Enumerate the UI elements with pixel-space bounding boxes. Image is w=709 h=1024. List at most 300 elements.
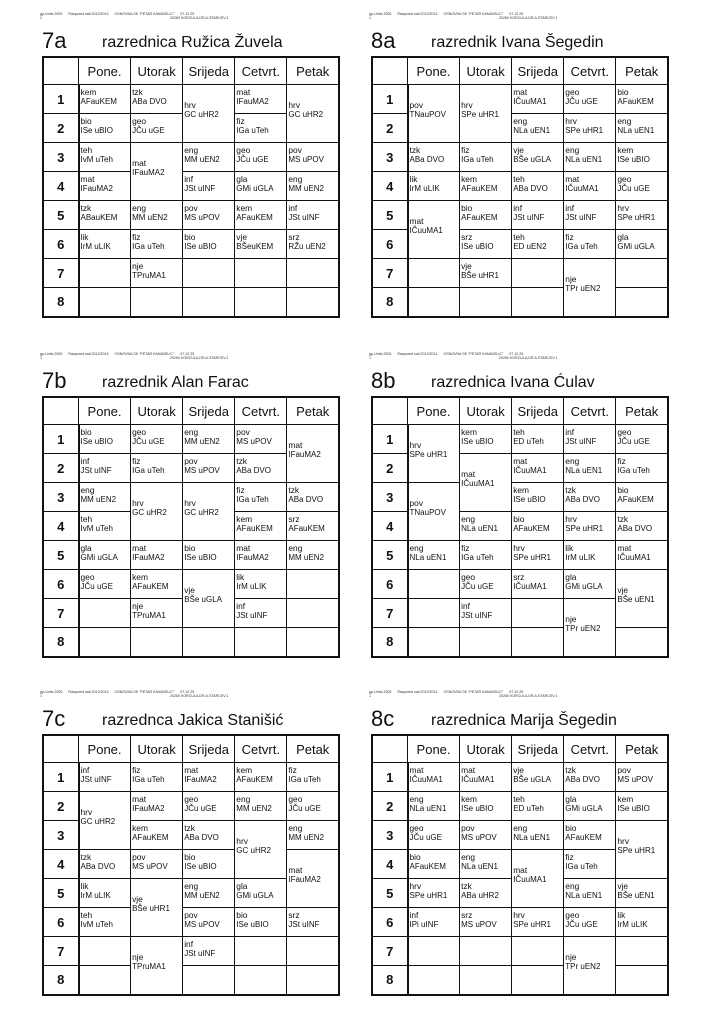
subject-code: pov xyxy=(409,498,424,508)
lesson-cell xyxy=(616,230,668,259)
lesson-entry xyxy=(617,175,649,193)
teacher-room-code: GC uHR2 xyxy=(184,508,219,517)
lesson-entry xyxy=(461,470,494,488)
subject-code: inf xyxy=(565,427,575,437)
lesson-cell xyxy=(131,143,183,201)
subject-code: bio xyxy=(184,232,196,242)
teacher-room-code: JSt uINF xyxy=(513,213,545,222)
lesson-cell xyxy=(616,425,668,454)
subject-code: srz xyxy=(288,232,300,242)
lesson-entry xyxy=(513,911,551,929)
class-code: 8b xyxy=(371,368,396,393)
teacher-room-code: GC uHR2 xyxy=(132,508,167,517)
period-row xyxy=(43,425,339,454)
lesson-entry xyxy=(410,544,447,562)
lesson-cell xyxy=(287,230,339,259)
teacher-room-code: MS uPOV xyxy=(461,833,497,842)
subject-code: teh xyxy=(513,232,525,242)
lesson-cell xyxy=(287,628,339,657)
lesson-cell xyxy=(131,288,183,317)
lesson-entry xyxy=(565,146,602,164)
lesson-entry xyxy=(81,117,113,135)
lesson-entry xyxy=(513,486,545,504)
lesson-cell xyxy=(564,541,616,570)
lesson-cell xyxy=(460,570,512,599)
teacher-room-code: SPe uHR1 xyxy=(461,110,499,119)
subject-code: hrv xyxy=(80,807,93,817)
period-row xyxy=(372,143,668,172)
subject-code: srz xyxy=(461,232,473,242)
day-header-row xyxy=(372,397,668,425)
lesson-entry xyxy=(236,544,268,562)
lesson-cell xyxy=(235,937,287,966)
lesson-entry xyxy=(184,766,216,784)
lesson-entry xyxy=(461,882,499,900)
lesson-cell xyxy=(79,908,131,937)
lesson-cell xyxy=(235,259,287,288)
lesson-cell xyxy=(564,879,616,908)
lesson-cell xyxy=(183,143,235,172)
day-header: Srijeda xyxy=(183,57,235,85)
teacher-room-code: IGa uTeh xyxy=(288,775,321,784)
teacher-room-code: AFauKEM xyxy=(565,833,602,842)
teacher-room-code: GC uHR2 xyxy=(236,846,271,855)
lesson-entry xyxy=(132,457,164,475)
teacher-room-code: MM uEN2 xyxy=(184,891,220,900)
print-header-text: OSNOVNA SK "PETAR KANAVELIC" xyxy=(114,352,175,356)
lesson-cell xyxy=(460,792,512,821)
subject-code: eng xyxy=(236,794,251,804)
lesson-cell xyxy=(616,966,668,995)
lesson-cell xyxy=(460,821,512,850)
teacher-room-code: BŠe uEN1 xyxy=(617,891,655,900)
lesson-entry xyxy=(184,853,216,871)
lesson-entry xyxy=(288,824,324,842)
lesson-entry xyxy=(410,146,445,164)
print-header-text: Raspored sati 2012/2013 xyxy=(68,12,109,16)
day-header: Srijeda xyxy=(183,735,235,763)
lesson-cell xyxy=(460,908,512,937)
print-header-line xyxy=(40,16,234,20)
lesson-cell xyxy=(79,454,131,483)
period-row xyxy=(372,259,668,288)
lesson-cell xyxy=(131,259,183,288)
lesson-entry xyxy=(288,101,323,119)
period-row xyxy=(372,763,668,792)
lesson-entry xyxy=(184,457,220,475)
teacher-room-code: SPe uHR1 xyxy=(617,213,656,222)
lesson-cell xyxy=(460,85,512,143)
period-number: 6 xyxy=(372,230,408,259)
lesson-entry xyxy=(513,573,546,591)
lesson-cell xyxy=(287,908,339,937)
subject-code: eng xyxy=(288,823,303,833)
subject-code: geo xyxy=(409,823,424,833)
lesson-entry xyxy=(565,544,595,562)
lesson-entry xyxy=(461,824,497,842)
print-header-text: gp-Untis 2005 xyxy=(369,352,392,356)
teacher-room-code: IČuuMA1 xyxy=(409,226,443,235)
lesson-cell xyxy=(287,763,339,792)
lesson-cell xyxy=(235,172,287,201)
day-header: Cetvrt. xyxy=(564,735,616,763)
subject-code: inf xyxy=(80,765,90,775)
lesson-cell xyxy=(183,201,235,230)
teacher-room-code: GC uHR2 xyxy=(288,110,324,119)
lesson-entry xyxy=(236,766,272,784)
lesson-cell xyxy=(131,628,183,657)
lesson-entry xyxy=(132,953,166,971)
lesson-entry xyxy=(565,515,603,533)
subject-code: mat xyxy=(184,765,199,775)
lesson-entry xyxy=(81,428,113,446)
subject-code: lik xyxy=(565,543,574,553)
lesson-cell xyxy=(460,879,512,908)
subject-code: bio xyxy=(617,87,629,97)
lesson-cell xyxy=(616,541,668,570)
teacher-room-code: SPe uHR1 xyxy=(513,920,551,929)
lesson-entry xyxy=(184,499,219,517)
period-row xyxy=(43,143,339,172)
print-header-text: OSNOVNA SK "PETAR KANAVELIC" xyxy=(443,12,504,16)
subject-code: pov xyxy=(288,145,302,155)
period-row xyxy=(372,541,668,570)
teacher-room-code: NLa uEN1 xyxy=(513,126,551,135)
subject-code: hrv xyxy=(513,543,525,553)
subject-code: hrv xyxy=(288,100,301,110)
subject-code: mat xyxy=(461,469,476,479)
teacher-room-code: GMi uGLA xyxy=(236,184,274,193)
lesson-cell xyxy=(460,628,512,657)
teacher-room-code: GC uHR2 xyxy=(80,817,116,826)
lesson-entry xyxy=(565,117,603,135)
lesson-cell xyxy=(79,230,131,259)
day-header: Cetvrt. xyxy=(235,735,287,763)
lesson-cell xyxy=(183,763,235,792)
teacher-room-code: TNauPOV xyxy=(409,508,446,517)
lesson-cell xyxy=(616,454,668,483)
teacher-room-code: IGa uTeh xyxy=(461,155,494,164)
teacher-room-code: IFauMA2 xyxy=(132,553,165,562)
day-header-row xyxy=(372,57,668,85)
lesson-cell xyxy=(460,966,512,995)
period-number: 8 xyxy=(372,966,408,995)
period-number: 4 xyxy=(372,850,408,879)
lesson-cell xyxy=(79,259,131,288)
teacher-room-code: IGa uTeh xyxy=(132,775,165,784)
period-number: 8 xyxy=(43,628,79,657)
lesson-cell xyxy=(131,230,183,259)
timetable-grid xyxy=(371,56,669,318)
teacher-room-code: ED uTeh xyxy=(513,437,544,446)
lesson-entry xyxy=(513,88,546,106)
teacher-room-code: SPe uHR1 xyxy=(617,846,656,855)
day-header: Utorak xyxy=(131,397,183,425)
teacher-room-code: IČuuMA1 xyxy=(461,479,495,488)
print-header-text: gp-Untis 2005 xyxy=(40,690,63,694)
lesson-cell xyxy=(564,599,616,657)
subject-code: bio xyxy=(461,203,473,213)
period-row xyxy=(43,570,339,599)
lesson-cell xyxy=(183,821,235,850)
print-header-text: 07.12.25 xyxy=(509,352,524,356)
day-header: Utorak xyxy=(460,397,512,425)
lesson-entry xyxy=(617,88,653,106)
teacher-room-code: JSt uINF xyxy=(80,775,112,784)
lesson-cell xyxy=(460,143,512,172)
teacher-room-code: AFauKEM xyxy=(461,213,498,222)
subject-code: kem xyxy=(80,87,97,97)
lesson-cell xyxy=(616,570,668,628)
subject-code: eng xyxy=(513,116,528,126)
teacher-room-code: AFauKEM xyxy=(617,97,654,106)
lesson-entry xyxy=(81,175,113,193)
teacher-room-code: AFauKEM xyxy=(132,833,169,842)
subject-code: bio xyxy=(565,823,577,833)
period-row xyxy=(372,792,668,821)
lesson-cell xyxy=(79,879,131,908)
class-teacher-title: razrednca Jakica Stanišić xyxy=(102,712,284,729)
lesson-entry xyxy=(461,233,493,251)
lesson-cell xyxy=(183,85,235,143)
period-number: 2 xyxy=(372,114,408,143)
teacher-room-code: AFauKEM xyxy=(236,213,273,222)
teacher-room-code: JSt uINF xyxy=(80,466,112,475)
lesson-entry xyxy=(236,486,268,504)
print-header-text: Raspored sati 2012/2013 xyxy=(68,690,109,694)
lesson-cell xyxy=(79,792,131,850)
lesson-cell xyxy=(79,288,131,317)
teacher-room-code: NLa uEN1 xyxy=(565,466,603,475)
lesson-cell xyxy=(512,114,564,143)
day-header: Utorak xyxy=(460,57,512,85)
lesson-entry xyxy=(132,262,166,280)
day-header-row xyxy=(43,57,339,85)
lesson-entry xyxy=(565,882,602,900)
subject-code: fiz xyxy=(565,232,574,242)
lesson-cell xyxy=(408,483,460,541)
teacher-room-code: NLa uEN1 xyxy=(513,833,551,842)
teacher-room-code: IGa uTeh xyxy=(565,242,598,251)
teacher-room-code: IrM uLIK xyxy=(565,553,596,562)
lesson-cell xyxy=(408,570,460,599)
teacher-room-code: ABa DVO xyxy=(184,833,219,842)
lesson-cell xyxy=(564,570,616,599)
subject-code: geo xyxy=(461,572,476,582)
lesson-cell xyxy=(408,172,460,201)
lesson-entry xyxy=(236,146,268,164)
lesson-entry xyxy=(288,175,324,193)
period-number: 1 xyxy=(372,763,408,792)
subject-code: pov xyxy=(236,427,250,437)
print-header-text: 07.12.25 xyxy=(509,690,524,694)
subject-code: bio xyxy=(513,514,525,524)
subject-code: vje xyxy=(184,585,195,595)
period-row xyxy=(372,483,668,512)
print-header-text: 1 xyxy=(369,694,371,699)
day-header: Petak xyxy=(616,735,668,763)
subject-code: inf xyxy=(565,203,575,213)
period-number: 5 xyxy=(372,879,408,908)
subject-code: mat xyxy=(132,794,147,804)
period-row xyxy=(43,85,339,114)
teacher-room-code: IČuuMA1 xyxy=(409,775,443,784)
lesson-cell xyxy=(564,230,616,259)
teacher-room-code: JSt uINF xyxy=(565,437,597,446)
teacher-room-code: BŠe uHR1 xyxy=(132,904,170,913)
teacher-room-code: ABa DVO xyxy=(617,524,653,533)
lesson-cell xyxy=(512,821,564,850)
lesson-cell xyxy=(235,628,287,657)
lesson-entry xyxy=(132,499,167,517)
lesson-cell xyxy=(235,541,287,570)
period-number: 4 xyxy=(43,172,79,201)
lesson-cell xyxy=(287,259,339,288)
lesson-cell xyxy=(512,512,564,541)
lesson-entry xyxy=(513,544,551,562)
lesson-cell xyxy=(235,966,287,995)
subject-code: tzk xyxy=(80,852,92,862)
teacher-room-code: MS uPOV xyxy=(617,775,653,784)
print-header-text: 07.12.25 xyxy=(509,12,524,16)
lesson-cell xyxy=(235,599,287,628)
lesson-entry xyxy=(461,204,497,222)
subject-code: gla xyxy=(236,881,248,891)
lesson-cell xyxy=(235,288,287,317)
teacher-room-code: SPe uHR1 xyxy=(565,524,604,533)
teacher-room-code: ABa DVO xyxy=(565,775,600,784)
subject-code: tzk xyxy=(80,203,92,213)
print-header xyxy=(369,690,563,698)
subject-code: hrv xyxy=(184,498,196,508)
teacher-room-code: JSt uINF xyxy=(461,611,493,620)
lesson-entry xyxy=(81,515,113,533)
lesson-entry xyxy=(184,795,216,813)
period-number: 7 xyxy=(43,937,79,966)
lesson-cell xyxy=(79,85,131,114)
subject-code: inf xyxy=(288,203,298,213)
subject-code: gla xyxy=(80,543,92,553)
period-row xyxy=(43,172,339,201)
lesson-cell xyxy=(235,454,287,483)
class-code: 7c xyxy=(42,706,66,731)
lesson-entry xyxy=(132,824,168,842)
teacher-room-code: IČuuMA1 xyxy=(513,582,547,591)
period-row xyxy=(372,288,668,317)
lesson-cell xyxy=(287,201,339,230)
lesson-cell xyxy=(131,483,183,541)
lesson-cell xyxy=(235,570,287,599)
lesson-cell xyxy=(408,541,460,570)
lesson-cell xyxy=(564,821,616,850)
subject-code: hrv xyxy=(184,100,196,110)
day-header: Cetvrt. xyxy=(564,397,616,425)
subject-code: tzk xyxy=(617,514,629,524)
subject-code: vje xyxy=(617,585,629,595)
teacher-room-code: AFauKEM xyxy=(288,524,325,533)
teacher-room-code: MS uPOV xyxy=(132,862,168,871)
subject-code: bio xyxy=(80,116,92,126)
lesson-cell xyxy=(616,85,668,114)
lesson-entry xyxy=(236,882,273,900)
lesson-cell xyxy=(616,821,668,879)
lesson-cell xyxy=(287,966,339,995)
subject-code: teh xyxy=(513,427,525,437)
subject-code: kem xyxy=(617,794,634,804)
period-number: 1 xyxy=(43,425,79,454)
lesson-entry xyxy=(288,233,325,251)
period-row xyxy=(372,85,668,114)
lesson-entry xyxy=(81,911,113,929)
class-code: 8a xyxy=(371,28,396,53)
lesson-entry xyxy=(565,911,597,929)
corner-cell xyxy=(372,397,408,425)
lesson-cell xyxy=(287,425,339,483)
period-number: 1 xyxy=(43,763,79,792)
lesson-entry xyxy=(461,175,497,193)
print-header-text: 07.12.25 xyxy=(180,690,195,694)
lesson-entry xyxy=(184,146,220,164)
lesson-cell xyxy=(564,850,616,879)
lesson-cell xyxy=(235,908,287,937)
subject-code: eng xyxy=(184,881,199,891)
teacher-room-code: ISe uBIO xyxy=(184,862,217,871)
teacher-room-code: ABa DVO xyxy=(132,97,167,106)
lesson-cell xyxy=(131,850,183,879)
subject-code: eng xyxy=(80,485,95,495)
subject-code: kem xyxy=(132,572,148,582)
class-teacher-title: razrednica Ivana Ćulav xyxy=(431,374,595,391)
lesson-cell xyxy=(131,937,183,995)
teacher-room-code: ISe uBIO xyxy=(184,242,217,251)
lesson-entry xyxy=(81,204,118,222)
day-header-row xyxy=(43,735,339,763)
subject-code: lik xyxy=(617,910,626,920)
lesson-cell xyxy=(408,850,460,879)
period-row xyxy=(43,628,339,657)
period-number: 8 xyxy=(372,288,408,317)
subject-code: teh xyxy=(80,514,93,524)
period-number: 8 xyxy=(43,966,79,995)
subject-code: mat xyxy=(132,158,147,168)
subject-code: tzk xyxy=(132,87,143,97)
subject-code: hrv xyxy=(132,498,144,508)
lesson-cell xyxy=(183,966,235,995)
day-header: Pone. xyxy=(408,397,460,425)
subject-code: bio xyxy=(236,910,248,920)
lesson-cell xyxy=(616,483,668,512)
subject-code: kem xyxy=(513,485,530,495)
lesson-cell xyxy=(408,966,460,995)
lesson-entry xyxy=(132,88,167,106)
subject-code: kem xyxy=(236,765,253,775)
subject-code: vje xyxy=(236,232,247,242)
teacher-room-code: ABa DVO xyxy=(409,155,445,164)
teacher-room-code: RŽu uEN2 xyxy=(288,242,326,251)
lesson-entry xyxy=(513,428,544,446)
lesson-cell xyxy=(460,288,512,317)
subject-code: mat xyxy=(513,865,528,875)
subject-code: inf xyxy=(80,456,90,466)
lesson-entry xyxy=(410,175,440,193)
lesson-cell xyxy=(131,599,183,628)
print-header-line xyxy=(40,356,234,360)
lesson-entry xyxy=(184,911,220,929)
teacher-room-code: JČu uGE xyxy=(565,920,598,929)
teacher-room-code: ABa uHR2 xyxy=(461,891,499,900)
lesson-entry xyxy=(617,204,655,222)
lesson-entry xyxy=(617,486,653,504)
